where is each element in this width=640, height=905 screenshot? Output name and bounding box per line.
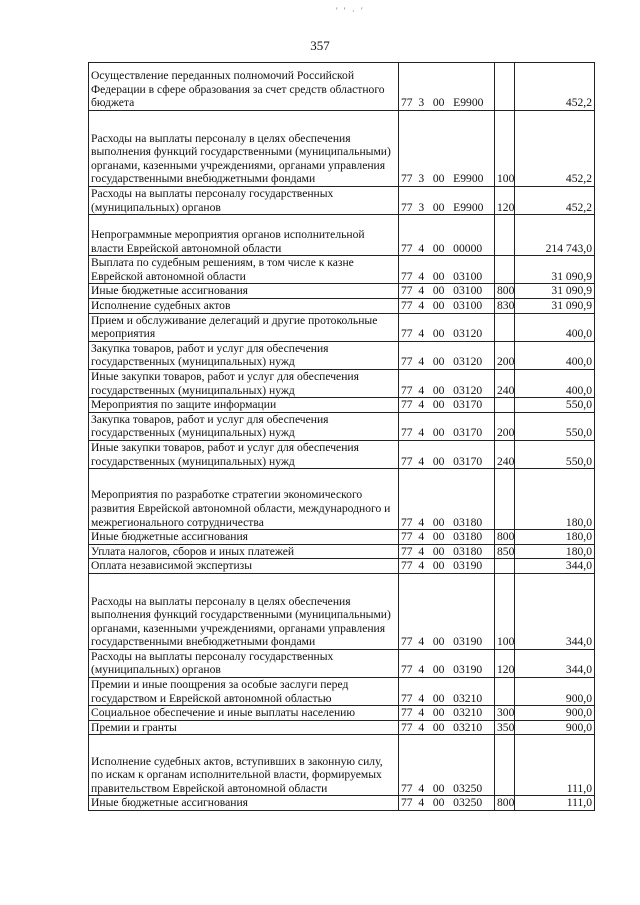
row-expense-type-cell: [495, 469, 515, 530]
row-code-cell: 77 4 00 03120: [399, 369, 495, 397]
table-row: [89, 341, 595, 369]
row-code-cell: 77 4 00 03250: [399, 796, 495, 811]
row-expense-type-cell: [495, 63, 515, 111]
table-row: [89, 187, 595, 215]
row-code-cell: 77 3 00 Е9900: [399, 187, 495, 215]
row-code-cell: 77 4 00 03170: [399, 440, 495, 468]
row-amount-cell: 111,0: [515, 796, 595, 811]
row-code-cell: 77 4 00 03190: [399, 573, 495, 649]
row-code-cell: 77 4 00 03170: [399, 412, 495, 440]
table-row: [89, 369, 595, 397]
row-code-cell: 77 4 00 03100: [399, 256, 495, 284]
table-row: [89, 313, 595, 341]
row-expense-type-cell: 800: [495, 796, 515, 811]
row-code-cell: 77 3 00 Е9900: [399, 63, 495, 111]
budget-table-body: [89, 63, 595, 811]
row-code-cell: 77 4 00 00000: [399, 215, 495, 256]
row-expense-type-cell: [495, 559, 515, 574]
row-expense-type-cell: [495, 215, 515, 256]
row-code-cell: 77 4 00 03190: [399, 649, 495, 677]
row-expense-type-cell: 100: [495, 111, 515, 187]
table-row: [89, 469, 595, 530]
row-amount-cell: 452,2: [515, 111, 595, 187]
row-expense-type-cell: [495, 256, 515, 284]
row-name-cell: Прием и обслуживание делегаций и другие протокольные мероприятия: [89, 313, 399, 341]
row-expense-type-cell: 120: [495, 649, 515, 677]
row-code-cell: 77 3 00 Е9900: [399, 111, 495, 187]
table-row: [89, 706, 595, 721]
row-name-cell: Уплата налогов, сборов и иных платежей: [89, 544, 399, 559]
row-name-cell: Иные закупки товаров, работ и услуг для обеспечения государственных (муниципальных) нужд: [89, 369, 399, 397]
row-amount-cell: 31 090,9: [515, 298, 595, 313]
table-row: [89, 796, 595, 811]
row-amount-cell: 31 090,9: [515, 256, 595, 284]
row-name-cell: Расходы на выплаты персоналу в целях обеспечения выполнения функций государственными (муниципальными) органами, казенными учреждениями, органами управления государственными внебюджетными фондами: [89, 573, 399, 649]
row-expense-type-cell: 830: [495, 298, 515, 313]
row-amount-cell: 900,0: [515, 706, 595, 721]
row-expense-type-cell: 850: [495, 544, 515, 559]
row-name-cell: Расходы на выплаты персоналу государственных (муниципальных) органов: [89, 649, 399, 677]
row-expense-type-cell: 240: [495, 369, 515, 397]
row-expense-type-cell: 120: [495, 187, 515, 215]
row-name-cell: Иные бюджетные ассигнования: [89, 796, 399, 811]
row-code-cell: 77 4 00 03180: [399, 544, 495, 559]
row-name-cell: Исполнение судебных актов: [89, 298, 399, 313]
row-name-cell: Выплата по судебным решениям, в том числе к казне Еврейской автономной области: [89, 256, 399, 284]
row-name-cell: Оплата независимой экспертизы: [89, 559, 399, 574]
row-code-cell: 77 4 00 03120: [399, 313, 495, 341]
row-expense-type-cell: 800: [495, 530, 515, 545]
row-expense-type-cell: 350: [495, 720, 515, 735]
row-amount-cell: 180,0: [515, 469, 595, 530]
row-expense-type-cell: [495, 735, 515, 796]
budget-table: [88, 62, 595, 811]
row-amount-cell: 344,0: [515, 573, 595, 649]
table-row: [89, 256, 595, 284]
row-name-cell: Непрограммные мероприятия органов исполнительной власти Еврейской автономной области: [89, 215, 399, 256]
row-code-cell: 77 4 00 03120: [399, 341, 495, 369]
row-name-cell: Расходы на выплаты персоналу в целях обеспечения выполнения функций государственными (муниципальными) органами, казенными учреждениями, органами управления государственными внебюджетными фондами: [89, 111, 399, 187]
row-amount-cell: 550,0: [515, 398, 595, 413]
table-row: [89, 649, 595, 677]
row-amount-cell: 452,2: [515, 63, 595, 111]
row-amount-cell: 452,2: [515, 187, 595, 215]
row-name-cell: Расходы на выплаты персоналу государственных (муниципальных) органов: [89, 187, 399, 215]
row-code-cell: 77 4 00 03100: [399, 284, 495, 299]
row-name-cell: Осуществление переданных полномочий Российской Федерации в сфере образования за счет средств областного бюджета: [89, 63, 399, 111]
row-code-cell: 77 4 00 03100: [399, 298, 495, 313]
row-name-cell: Премии и гранты: [89, 720, 399, 735]
row-name-cell: Иные бюджетные ассигнования: [89, 284, 399, 299]
row-expense-type-cell: 240: [495, 440, 515, 468]
row-amount-cell: 900,0: [515, 678, 595, 706]
row-name-cell: Исполнение судебных актов, вступивших в законную силу, по искам к органам исполнительной власти, формируемых правительством Еврейской автономной области: [89, 735, 399, 796]
row-amount-cell: 400,0: [515, 313, 595, 341]
table-row: [89, 440, 595, 468]
table-row: [89, 412, 595, 440]
row-amount-cell: 400,0: [515, 341, 595, 369]
row-amount-cell: 400,0: [515, 369, 595, 397]
row-code-cell: 77 4 00 03210: [399, 678, 495, 706]
table-row: [89, 544, 595, 559]
row-amount-cell: 900,0: [515, 720, 595, 735]
table-row: [89, 573, 595, 649]
row-name-cell: Иные закупки товаров, работ и услуг для обеспечения государственных (муниципальных) нужд: [89, 440, 399, 468]
row-name-cell: Премии и иные поощрения за особые заслуги перед государством и Еврейской автономной областью: [89, 678, 399, 706]
table-row: [89, 559, 595, 574]
table-row: [89, 63, 595, 111]
row-expense-type-cell: 200: [495, 341, 515, 369]
row-expense-type-cell: 800: [495, 284, 515, 299]
row-name-cell: Мероприятия по защите информации: [89, 398, 399, 413]
row-code-cell: 77 4 00 03170: [399, 398, 495, 413]
row-code-cell: 77 4 00 03190: [399, 559, 495, 574]
row-code-cell: 77 4 00 03250: [399, 735, 495, 796]
row-name-cell: Мероприятия по разработке стратегии экономического развития Еврейской автономной области, международного и межрегионального сотрудничества: [89, 469, 399, 530]
row-code-cell: 77 4 00 03180: [399, 469, 495, 530]
scan-specks: ' ' · ': [336, 6, 365, 16]
row-amount-cell: 344,0: [515, 559, 595, 574]
row-amount-cell: 214 743,0: [515, 215, 595, 256]
row-amount-cell: 344,0: [515, 649, 595, 677]
page-number: 357: [310, 38, 330, 53]
row-code-cell: 77 4 00 03210: [399, 720, 495, 735]
row-amount-cell: 550,0: [515, 440, 595, 468]
table-row: [89, 678, 595, 706]
row-expense-type-cell: 300: [495, 706, 515, 721]
row-name-cell: Закупка товаров, работ и услуг для обеспечения государственных (муниципальных) нужд: [89, 341, 399, 369]
row-code-cell: 77 4 00 03210: [399, 706, 495, 721]
row-code-cell: 77 4 00 03180: [399, 530, 495, 545]
row-amount-cell: 180,0: [515, 544, 595, 559]
table-row: [89, 398, 595, 413]
table-row: [89, 720, 595, 735]
table-row: [89, 215, 595, 256]
table-row: [89, 111, 595, 187]
row-expense-type-cell: [495, 313, 515, 341]
table-row: [89, 298, 595, 313]
table-row: [89, 284, 595, 299]
table-row: [89, 530, 595, 545]
row-expense-type-cell: [495, 678, 515, 706]
row-amount-cell: 550,0: [515, 412, 595, 440]
row-expense-type-cell: 200: [495, 412, 515, 440]
row-amount-cell: 31 090,9: [515, 284, 595, 299]
row-amount-cell: 111,0: [515, 735, 595, 796]
row-amount-cell: 180,0: [515, 530, 595, 545]
table-row: [89, 735, 595, 796]
row-name-cell: Закупка товаров, работ и услуг для обеспечения государственных (муниципальных) нужд: [89, 412, 399, 440]
row-name-cell: Социальное обеспечение и иные выплаты населению: [89, 706, 399, 721]
row-expense-type-cell: [495, 398, 515, 413]
row-expense-type-cell: 100: [495, 573, 515, 649]
row-name-cell: Иные бюджетные ассигнования: [89, 530, 399, 545]
